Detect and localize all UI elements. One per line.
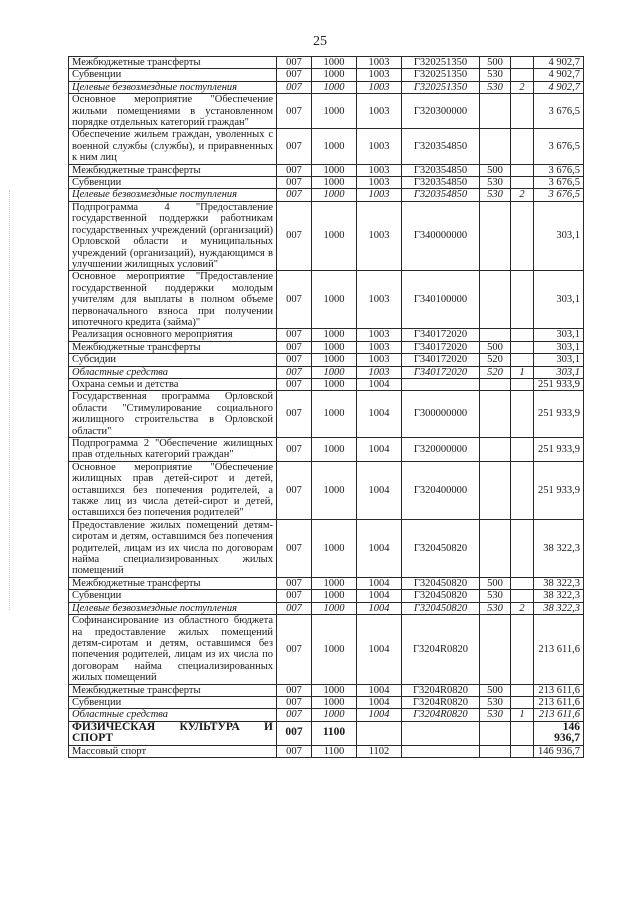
table-row: [69, 366, 584, 378]
row-admin-code-cell: 007: [277, 201, 312, 270]
table-row: [69, 271, 584, 329]
table-row: [69, 69, 584, 81]
row-name-cell: Субсидии: [69, 354, 277, 366]
row-target-code-cell: [402, 721, 480, 745]
row-target-code-cell: Г3204R0820: [402, 684, 480, 696]
row-amount-cell: 38 322,3: [534, 577, 584, 589]
row-target-code-cell: [402, 745, 480, 757]
row-section-cell: 1000: [312, 201, 357, 270]
row-amount-cell: 38 322,3: [534, 602, 584, 614]
row-expense-type-cell: [480, 271, 511, 329]
row-source-code-cell: [511, 164, 534, 176]
row-amount-cell: 251 933,9: [534, 391, 584, 438]
row-name-cell: Предоставление жилых помещений детям-сиротам и детям, оставшимся без попечения родителей, лицам из их числа по договорам найма специализированных жилых помещений: [69, 519, 277, 577]
table-row: [69, 329, 584, 341]
row-section-cell: 1000: [312, 69, 357, 81]
row-subsection-cell: [357, 721, 402, 745]
row-target-code-cell: Г320450820: [402, 602, 480, 614]
row-name-cell: Целевые безвозмездные поступления: [69, 602, 277, 614]
row-target-code-cell: Г320251350: [402, 81, 480, 93]
row-section-cell: 1000: [312, 129, 357, 164]
row-name-cell: Основное мероприятие "Предоставление государственной поддержки молодым учителям для выплаты в полном объеме первоначального взноса при получении ипотечного кредита (займа)": [69, 271, 277, 329]
row-name-cell: Межбюджетные трансферты: [69, 57, 277, 69]
row-name-cell: Субвенции: [69, 696, 277, 708]
row-target-code-cell: Г340172020: [402, 329, 480, 341]
row-subsection-cell: 1102: [357, 745, 402, 757]
row-source-code-cell: 2: [511, 81, 534, 93]
row-admin-code-cell: 007: [277, 57, 312, 69]
row-target-code-cell: Г320251350: [402, 69, 480, 81]
row-admin-code-cell: 007: [277, 354, 312, 366]
row-amount-cell: 4 902,7: [534, 81, 584, 93]
row-source-code-cell: 1: [511, 709, 534, 721]
table-row: [69, 745, 584, 757]
row-subsection-cell: 1004: [357, 590, 402, 602]
table-row: [69, 81, 584, 93]
table-row: [69, 590, 584, 602]
row-expense-type-cell: [480, 615, 511, 684]
row-subsection-cell: 1004: [357, 615, 402, 684]
row-subsection-cell: 1004: [357, 684, 402, 696]
row-name-cell: Целевые безвозмездные поступления: [69, 81, 277, 93]
budget-table: [68, 56, 584, 758]
row-subsection-cell: 1003: [357, 189, 402, 201]
row-admin-code-cell: 007: [277, 438, 312, 462]
row-section-cell: 1000: [312, 438, 357, 462]
row-subsection-cell: 1004: [357, 391, 402, 438]
row-subsection-cell: 1003: [357, 341, 402, 353]
row-admin-code-cell: 007: [277, 696, 312, 708]
row-target-code-cell: Г3204R0820: [402, 696, 480, 708]
row-name-cell: Областные средства: [69, 709, 277, 721]
row-name-cell: Обеспечение жильем граждан, уволенных с военной службы (службы), и приравненных к ним лиц: [69, 129, 277, 164]
table-row: [69, 341, 584, 353]
row-expense-type-cell: 530: [480, 602, 511, 614]
row-admin-code-cell: 007: [277, 602, 312, 614]
row-section-cell: 1000: [312, 378, 357, 390]
row-subsection-cell: 1003: [357, 69, 402, 81]
row-source-code-cell: [511, 329, 534, 341]
row-name-cell: Межбюджетные трансферты: [69, 164, 277, 176]
row-admin-code-cell: 007: [277, 709, 312, 721]
row-source-code-cell: [511, 684, 534, 696]
row-admin-code-cell: 007: [277, 271, 312, 329]
row-subsection-cell: 1004: [357, 461, 402, 519]
row-source-code-cell: [511, 615, 534, 684]
row-name-cell: Основное мероприятие "Обеспечение жилищных прав детей-сирот и детей, оставшихся без попечения родителей, а также лиц из числа детей-сирот и детей, оставшихся без попечения родителей": [69, 461, 277, 519]
row-amount-cell: 4 902,7: [534, 57, 584, 69]
row-amount-cell: 38 322,3: [534, 519, 584, 577]
row-subsection-cell: 1003: [357, 271, 402, 329]
row-target-code-cell: Г320450820: [402, 577, 480, 589]
row-source-code-cell: [511, 94, 534, 129]
row-admin-code-cell: 007: [277, 366, 312, 378]
row-admin-code-cell: 007: [277, 94, 312, 129]
table-row: [69, 577, 584, 589]
row-name-cell: Охрана семьи и детства: [69, 378, 277, 390]
row-section-cell: 1000: [312, 329, 357, 341]
row-amount-cell: 303,1: [534, 354, 584, 366]
row-section-cell: 1000: [312, 341, 357, 353]
row-subsection-cell: 1004: [357, 602, 402, 614]
row-target-code-cell: Г340172020: [402, 354, 480, 366]
row-amount-cell: 3 676,5: [534, 189, 584, 201]
row-admin-code-cell: 007: [277, 461, 312, 519]
row-name-cell: Софинансирование из областного бюджета на предоставление жилых помещений детям-сиротам и детям, оставшимся без попечения родителей, лицам из их числа по договорам найма специализированных жилых помещений: [69, 615, 277, 684]
row-target-code-cell: Г300000000: [402, 391, 480, 438]
page-number: 25: [313, 34, 327, 49]
row-amount-cell: 213 611,6: [534, 696, 584, 708]
row-subsection-cell: 1004: [357, 577, 402, 589]
table-row: [69, 684, 584, 696]
row-amount-cell: 303,1: [534, 329, 584, 341]
row-source-code-cell: [511, 461, 534, 519]
row-name-cell: Межбюджетные трансферты: [69, 341, 277, 353]
table-row: [69, 721, 584, 745]
row-name-cell: Основное мероприятие "Обеспечение жильми помещениями в установленном порядке отдельных категорий граждан": [69, 94, 277, 129]
row-target-code-cell: Г320450820: [402, 519, 480, 577]
row-admin-code-cell: 007: [277, 684, 312, 696]
row-expense-type-cell: [480, 461, 511, 519]
table-row: [69, 354, 584, 366]
row-target-code-cell: Г320251350: [402, 57, 480, 69]
row-section-cell: 1000: [312, 354, 357, 366]
row-source-code-cell: 1: [511, 366, 534, 378]
table-row: [69, 602, 584, 614]
row-amount-cell: 303,1: [534, 201, 584, 270]
row-source-code-cell: [511, 129, 534, 164]
row-admin-code-cell: 007: [277, 577, 312, 589]
row-subsection-cell: 1003: [357, 164, 402, 176]
row-subsection-cell: 1003: [357, 129, 402, 164]
table-row: [69, 391, 584, 438]
row-section-cell: 1000: [312, 709, 357, 721]
row-amount-cell: 213 611,6: [534, 615, 584, 684]
row-section-cell: 1000: [312, 189, 357, 201]
row-name-cell: Субвенции: [69, 69, 277, 81]
row-expense-type-cell: [480, 201, 511, 270]
row-expense-type-cell: 530: [480, 81, 511, 93]
row-expense-type-cell: 530: [480, 709, 511, 721]
table-body: [69, 57, 584, 758]
row-source-code-cell: [511, 696, 534, 708]
row-subsection-cell: 1003: [357, 57, 402, 69]
row-expense-type-cell: 520: [480, 354, 511, 366]
table-row: [69, 94, 584, 129]
row-subsection-cell: 1004: [357, 519, 402, 577]
row-target-code-cell: Г320354850: [402, 129, 480, 164]
row-source-code-cell: [511, 271, 534, 329]
row-section-cell: 1000: [312, 684, 357, 696]
margin-guide-line: [9, 190, 10, 610]
row-admin-code-cell: 007: [277, 177, 312, 189]
row-target-code-cell: Г320450820: [402, 590, 480, 602]
row-target-code-cell: Г3204R0820: [402, 709, 480, 721]
row-admin-code-cell: 007: [277, 519, 312, 577]
row-subsection-cell: 1003: [357, 94, 402, 129]
row-name-cell: Подпрограмма 2 "Обеспечение жилищных прав отдельных категорий граждан": [69, 438, 277, 462]
row-name-cell: Государственная программа Орловской области "Стимулирование социального жилищного строительства в Орловской области": [69, 391, 277, 438]
row-source-code-cell: [511, 391, 534, 438]
row-expense-type-cell: 530: [480, 189, 511, 201]
row-section-cell: 1000: [312, 519, 357, 577]
row-expense-type-cell: 500: [480, 341, 511, 353]
row-amount-cell: 303,1: [534, 341, 584, 353]
row-source-code-cell: [511, 341, 534, 353]
row-expense-type-cell: 500: [480, 577, 511, 589]
row-subsection-cell: 1004: [357, 709, 402, 721]
row-expense-type-cell: [480, 94, 511, 129]
row-source-code-cell: [511, 177, 534, 189]
row-subsection-cell: 1003: [357, 354, 402, 366]
row-admin-code-cell: 007: [277, 329, 312, 341]
table-row: [69, 378, 584, 390]
row-target-code-cell: Г340000000: [402, 201, 480, 270]
row-admin-code-cell: 007: [277, 378, 312, 390]
row-section-cell: 1000: [312, 461, 357, 519]
row-name-cell: Межбюджетные трансферты: [69, 684, 277, 696]
row-target-code-cell: Г320354850: [402, 189, 480, 201]
row-amount-cell: 251 933,9: [534, 438, 584, 462]
row-name-cell: Подпрограмма 4 "Предоставление государственной поддержки работникам государственных учреждений (организаций) Орловской области и муниципальных учреждений (организаций), нуждающимся в улучшении жилищных условий": [69, 201, 277, 270]
row-target-code-cell: Г320000000: [402, 438, 480, 462]
row-admin-code-cell: 007: [277, 69, 312, 81]
row-expense-type-cell: [480, 129, 511, 164]
row-source-code-cell: [511, 201, 534, 270]
row-source-code-cell: [511, 57, 534, 69]
row-section-cell: 1000: [312, 391, 357, 438]
row-admin-code-cell: 007: [277, 615, 312, 684]
row-amount-cell: 3 676,5: [534, 129, 584, 164]
row-name-cell: Субвенции: [69, 177, 277, 189]
row-section-cell: 1000: [312, 81, 357, 93]
row-expense-type-cell: 520: [480, 366, 511, 378]
row-expense-type-cell: 530: [480, 696, 511, 708]
row-expense-type-cell: 500: [480, 684, 511, 696]
row-admin-code-cell: 007: [277, 341, 312, 353]
row-amount-cell: 251 933,9: [534, 378, 584, 390]
row-section-cell: 1000: [312, 590, 357, 602]
row-subsection-cell: 1003: [357, 329, 402, 341]
row-section-cell: 1000: [312, 577, 357, 589]
row-amount-cell: 251 933,9: [534, 461, 584, 519]
row-expense-type-cell: [480, 378, 511, 390]
row-subsection-cell: 1004: [357, 378, 402, 390]
row-subsection-cell: 1003: [357, 81, 402, 93]
row-admin-code-cell: 007: [277, 391, 312, 438]
row-target-code-cell: Г320354850: [402, 177, 480, 189]
row-amount-cell: 4 902,7: [534, 69, 584, 81]
row-amount-cell: 213 611,6: [534, 709, 584, 721]
row-target-code-cell: [402, 378, 480, 390]
row-subsection-cell: 1004: [357, 696, 402, 708]
row-expense-type-cell: 500: [480, 164, 511, 176]
row-source-code-cell: [511, 438, 534, 462]
row-admin-code-cell: 007: [277, 129, 312, 164]
table-row: [69, 438, 584, 462]
row-source-code-cell: 2: [511, 602, 534, 614]
row-source-code-cell: 2: [511, 189, 534, 201]
row-source-code-cell: [511, 378, 534, 390]
row-expense-type-cell: [480, 391, 511, 438]
row-section-cell: 1000: [312, 271, 357, 329]
row-admin-code-cell: 007: [277, 81, 312, 93]
table-row: [69, 615, 584, 684]
table-row: [69, 189, 584, 201]
row-name-cell: Субвенции: [69, 590, 277, 602]
row-expense-type-cell: [480, 438, 511, 462]
row-section-cell: 1000: [312, 366, 357, 378]
row-admin-code-cell: 007: [277, 745, 312, 757]
row-expense-type-cell: [480, 721, 511, 745]
row-subsection-cell: 1003: [357, 177, 402, 189]
row-name-cell: ФИЗИЧЕСКАЯ КУЛЬТУРА И СПОРТ: [69, 721, 277, 745]
row-expense-type-cell: [480, 745, 511, 757]
row-section-cell: 1100: [312, 745, 357, 757]
table-row: [69, 519, 584, 577]
row-target-code-cell: Г340172020: [402, 366, 480, 378]
table-row: [69, 696, 584, 708]
row-source-code-cell: [511, 721, 534, 745]
table-row: [69, 129, 584, 164]
row-expense-type-cell: [480, 519, 511, 577]
table-row: [69, 709, 584, 721]
row-name-cell: Межбюджетные трансферты: [69, 577, 277, 589]
row-subsection-cell: 1004: [357, 438, 402, 462]
row-admin-code-cell: 007: [277, 590, 312, 602]
row-source-code-cell: [511, 69, 534, 81]
row-source-code-cell: [511, 519, 534, 577]
table-row: [69, 201, 584, 270]
row-name-cell: Целевые безвозмездные поступления: [69, 189, 277, 201]
table-row: [69, 164, 584, 176]
row-target-code-cell: Г320400000: [402, 461, 480, 519]
row-subsection-cell: 1003: [357, 366, 402, 378]
row-amount-cell: 303,1: [534, 366, 584, 378]
row-section-cell: 1000: [312, 164, 357, 176]
row-amount-cell: 146 936,7: [534, 721, 584, 745]
row-target-code-cell: Г340172020: [402, 341, 480, 353]
row-section-cell: 1100: [312, 721, 357, 745]
table-row: [69, 57, 584, 69]
row-target-code-cell: Г320300000: [402, 94, 480, 129]
table-row: [69, 461, 584, 519]
row-admin-code-cell: 007: [277, 189, 312, 201]
row-amount-cell: 3 676,5: [534, 177, 584, 189]
row-section-cell: 1000: [312, 94, 357, 129]
row-amount-cell: 146 936,7: [534, 745, 584, 757]
row-subsection-cell: 1003: [357, 201, 402, 270]
row-expense-type-cell: [480, 329, 511, 341]
row-target-code-cell: Г340100000: [402, 271, 480, 329]
row-amount-cell: 3 676,5: [534, 164, 584, 176]
row-amount-cell: 3 676,5: [534, 94, 584, 129]
row-name-cell: Массовый спорт: [69, 745, 277, 757]
row-name-cell: Областные средства: [69, 366, 277, 378]
row-name-cell: Реализация основного мероприятия: [69, 329, 277, 341]
row-source-code-cell: [511, 745, 534, 757]
row-expense-type-cell: 530: [480, 69, 511, 81]
row-admin-code-cell: 007: [277, 721, 312, 745]
row-target-code-cell: Г3204R0820: [402, 615, 480, 684]
row-amount-cell: 213 611,6: [534, 684, 584, 696]
row-expense-type-cell: 500: [480, 57, 511, 69]
row-source-code-cell: [511, 354, 534, 366]
row-source-code-cell: [511, 590, 534, 602]
row-amount-cell: 303,1: [534, 271, 584, 329]
table-row: [69, 177, 584, 189]
row-section-cell: 1000: [312, 602, 357, 614]
row-expense-type-cell: 530: [480, 590, 511, 602]
row-source-code-cell: [511, 577, 534, 589]
row-amount-cell: 38 322,3: [534, 590, 584, 602]
row-target-code-cell: Г320354850: [402, 164, 480, 176]
row-section-cell: 1000: [312, 57, 357, 69]
row-expense-type-cell: 530: [480, 177, 511, 189]
row-admin-code-cell: 007: [277, 164, 312, 176]
row-section-cell: 1000: [312, 696, 357, 708]
row-section-cell: 1000: [312, 177, 357, 189]
row-section-cell: 1000: [312, 615, 357, 684]
